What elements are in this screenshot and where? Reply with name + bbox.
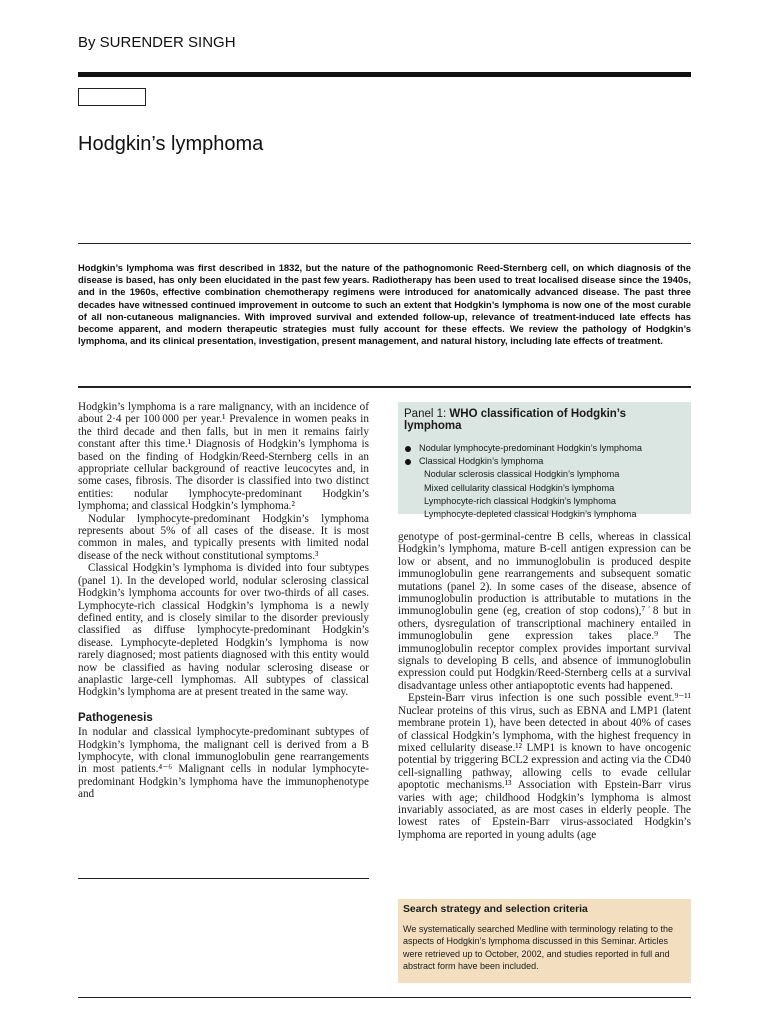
footer-rule bbox=[78, 997, 691, 998]
list-subitem: Nodular sclerosis classical Hodgkin’s lymphoma bbox=[424, 469, 620, 480]
panel-heading: WHO classification of Hodgkin’s lymphoma bbox=[404, 408, 626, 432]
paragraph: In nodular and classical lymphocyte-predominant subtypes of Hodgkin’s lymphoma, the malignant cell is derived from a B lymphocyte, with clonal immunoglobulin gene rearrangements in most patients.⁴⁻⁶ Malignant cells in nodular lymphocyte-predominant Hodgkin’s lymphoma have the immunophenotype and bbox=[78, 726, 369, 801]
paragraph: Epstein-Barr virus infection is one such possible event.⁹⁻¹¹ Nuclear proteins of this virus, such as EBNA and LMP1 (latent membrane protein 1), have been detected in about 40% of cases of classical Hodgkin’s lymphoma, with the highest frequency in mixed cellularity disease.¹² LMP1 is known to have oncogenic potential by triggering BCL2 expression and acting via the CD40 cell-signalling pathway, allowing cells to evade cellular apoptotic mechanisms.¹³ Association with Epstein-Barr virus varies with age; childhood Hodgkin’s lymphoma is almost invariably associated, as are most cases in elderly people. The lowest rates of Epstein-Barr virus-associated Hodgkin’s lymphoma are reported in young adults (age bbox=[398, 692, 691, 841]
bullet-icon bbox=[405, 446, 411, 452]
column-end-rule bbox=[78, 878, 369, 879]
right-column bbox=[398, 531, 691, 841]
paragraph: Classical Hodgkin’s lymphoma is divided into four subtypes (panel 1). In the developed world, nodular sclerosing classical Hodgkin’s lymphoma accounts for over two-thirds of all cases. Lymphocyte-rich classical Hodgkin’s lymphoma is a newly defined entity, and is closely similar to the disorder previously classified as diffuse lymphocyte-predominant Hodgkin’s disease. Lymphocyte-depleted Hodgkin’s lymphoma is now rarely diagnosed; most patients diagnosed with this entity would now be classified as having nodular sclerosing disease or anaplastic large-cell lymphomas. All subtypes of classical Hodgkin’s lymphoma are at present treated in the same way. bbox=[78, 562, 369, 699]
abstract-top-rule bbox=[78, 243, 691, 244]
list-subitem: Lymphocyte-rich classical Hodgkin’s lymphoma bbox=[424, 495, 616, 506]
section-heading-pathogenesis: Pathogenesis bbox=[78, 711, 153, 724]
list-subitem: Lymphocyte-depleted classical Hodgkin’s lymphoma bbox=[424, 509, 637, 520]
search-box-title: Search strategy and selection criteria bbox=[403, 904, 588, 915]
paragraph: Nodular lymphocyte-predominant Hodgkin’s lymphoma represents about 5% of all cases of the disease. It is most common in males, and typically presents with limited nodal disease of the neck without constitutional symptoms.³ bbox=[78, 512, 369, 562]
list-item: Classical Hodgkin’s lymphoma bbox=[404, 455, 685, 468]
bullet-icon bbox=[405, 459, 411, 465]
header-rule bbox=[78, 72, 691, 77]
panel-1-who-classification bbox=[398, 402, 691, 520]
abstract: Hodgkin’s lymphoma was first described in 1832, but the nature of the pathognomonic Reed-Sternberg cell, on which diagnosis of the disease is based, has only been elucidated in the past few years. Radiotherapy has been used to treat localised disease since the 1940s, and in the 1960s, effective combination chemotherapy regimens were introduced for anatomically advanced disease. The past three decades have witnessed continued improvement in outcome to such an extent that Hodgkin’s lymphoma is now one of the most curable of all non-cutaneous malignancies. With improved survival and extended follow-up, relevance of treatment-induced late effects has become apparent, and modern therapeutic strategies must fully account for these effects. We review the pathology of Hodgkin’s lymphoma, and its clinical presentation, investigation, present management, and natural history, including late effects of treatment. bbox=[78, 262, 691, 347]
author-byline: By SURENDER SINGH bbox=[78, 34, 236, 51]
section-label-box bbox=[78, 88, 146, 106]
article-title: Hodgkin’s lymphoma bbox=[78, 133, 264, 155]
list-subitem: Mixed cellularity classical Hodgkin’s lymphoma bbox=[424, 482, 615, 493]
panel-title bbox=[404, 408, 685, 432]
search-box-body: We systematically searched Medline with terminology relating to the aspects of Hodgkin’s lymphoma discussed in this Seminar. Articles were retrieved up to October, 2002, and studies reported in full and abstract form have been included. bbox=[403, 924, 673, 971]
panel-number: Panel 1: bbox=[404, 408, 450, 420]
abstract-bottom-rule bbox=[78, 386, 691, 388]
classification-list bbox=[404, 442, 685, 521]
search-strategy-box bbox=[398, 899, 691, 983]
paragraph: genotype of post-germinal-centre B cells, whereas in classical Hodgkin’s lymphoma, mature B-cell antigen expression can be low or absent, and no immunoglobulin is produced despite immunoglobulin gene rearrangements and subsequent somatic mutations (panel 2). In some cases of the disease, absence of immunoglobulin production is attributable to mutations in the immunoglobulin gene (eg, creation of stop codons),⁷˙8 but in others, dysregulation of transcriptional machinery entailed in immunoglobulin gene expression takes place.⁹ The immunoglobulin receptor complex provides important survival signals to developing B cells, and absence of immunoglobulin expression could put Hodgkin/Reed-Sternberg cells at a survival disadvantage unless other antiapoptotic events had happened. bbox=[398, 531, 691, 692]
list-item: Nodular lymphocyte-predominant Hodgkin’s lymphoma bbox=[404, 442, 685, 455]
paragraph: Hodgkin’s lymphoma is a rare malignancy, with an incidence of about 2·4 per 100 000 per year.¹ Prevalence in women peaks in the third decade and then falls, but in men it remains fairly constant after this time.¹ Diagnosis of Hodgkin’s lymphoma is based on the finding of Hodgkin/Reed-Sternberg cells in an appropriate cellular background of reactive leucocytes and, in some cases, fibrosis. The disorder is classified into two distinct entities: nodular lymphocyte-predominant Hodgkin’s lymphoma; and classical Hodgkin’s lymphoma.² bbox=[78, 401, 369, 513]
left-column bbox=[78, 401, 369, 801]
